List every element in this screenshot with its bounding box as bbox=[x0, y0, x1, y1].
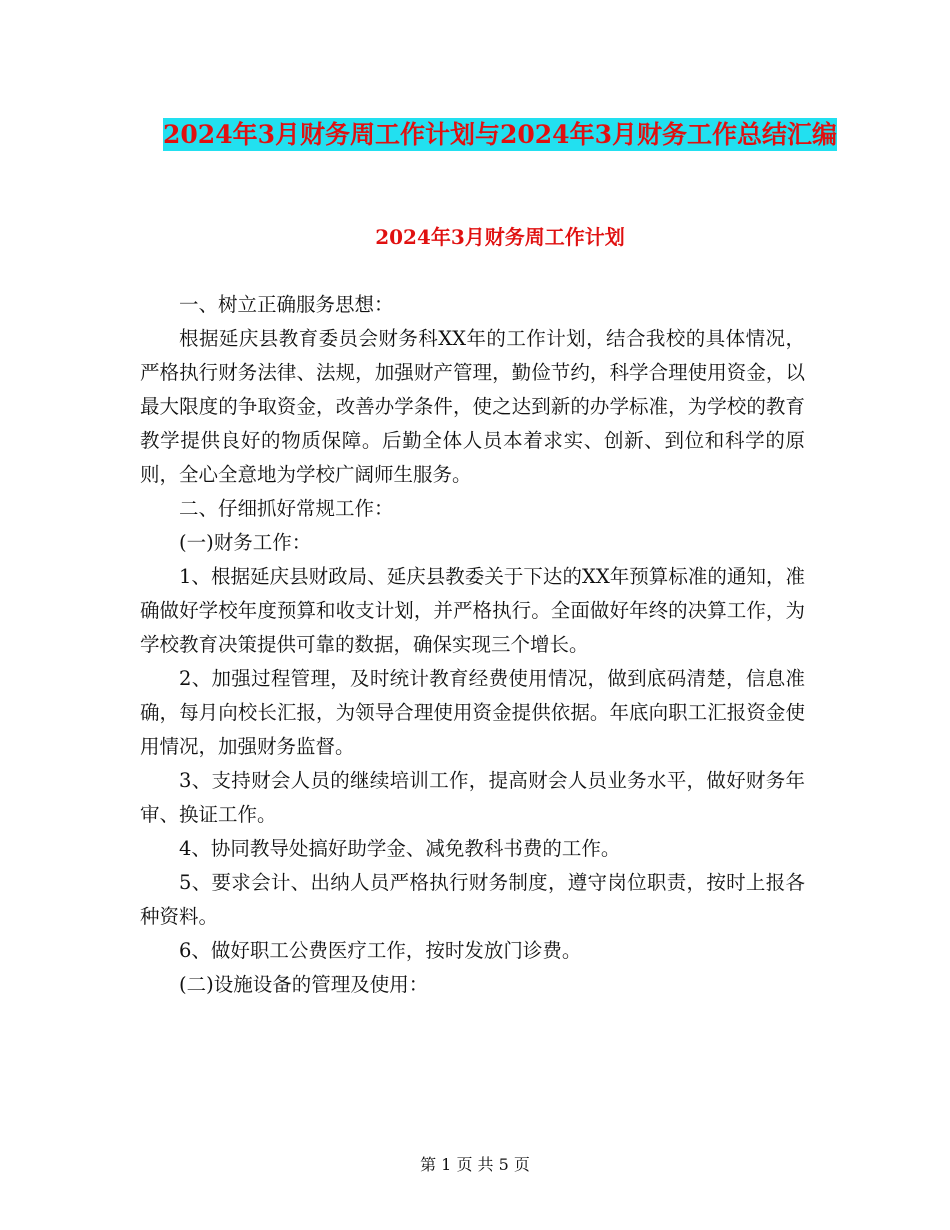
document-title-text: 2024年3月财务周工作计划与2024年3月财务工作总结汇编 bbox=[163, 120, 837, 149]
page-footer: 第 1 页 共 5 页 bbox=[420, 1155, 530, 1174]
paragraph: 3、支持财会人员的继续培训工作，提高财会人员业务水平，做好财务年审、换证工作。 bbox=[140, 769, 805, 826]
paragraph: 5、要求会计、出纳人员严格执行财务制度，遵守岗位职责，按时上报各种资料。 bbox=[140, 871, 805, 928]
document-body bbox=[140, 288, 805, 1002]
paragraph: 1、根据延庆县财政局、延庆县教委关于下达的XX年预算标准的通知，准确做好学校年度预算和收支计划，并严格执行。全面做好年终的决算工作，为学校教育决策提供可靠的数据，确保实现三个增长。 bbox=[140, 565, 805, 656]
paragraph: (一)财务工作： bbox=[179, 531, 312, 554]
paragraph: 二、仔细抓好常规工作： bbox=[179, 497, 394, 520]
paragraph: 一、树立正确服务思想： bbox=[179, 293, 394, 316]
paragraph: 2、加强过程管理，及时统计教育经费使用情况，做到底码清楚，信息准确，每月向校长汇报，为领导合理使用资金提供依据。年底向职工汇报资金使用情况，加强财务监督。 bbox=[140, 667, 805, 758]
paragraph: 4、协同教导处搞好助学金、减免教科书费的工作。 bbox=[179, 837, 621, 860]
section-title: 2024年3月财务周工作计划 bbox=[375, 225, 625, 249]
paragraph: 6、做好职工公费医疗工作，按时发放门诊费。 bbox=[179, 939, 582, 962]
document-title bbox=[140, 112, 860, 158]
paragraph: 根据延庆县教育委员会财务科XX年的工作计划，结合我校的具体情况，严格执行财务法律、法规，加强财产管理，勤俭节约，科学合理使用资金，以最大限度的争取资金，改善办学条件，使之达到新的办学标准，为学校的教育教学提供良好的物质保障。后勤全体人员本着求实、创新、到位和科学的原则，全心全意地为学校广阔师生服务。 bbox=[140, 327, 805, 486]
paragraph: (二)设施设备的管理及使用： bbox=[179, 973, 429, 996]
